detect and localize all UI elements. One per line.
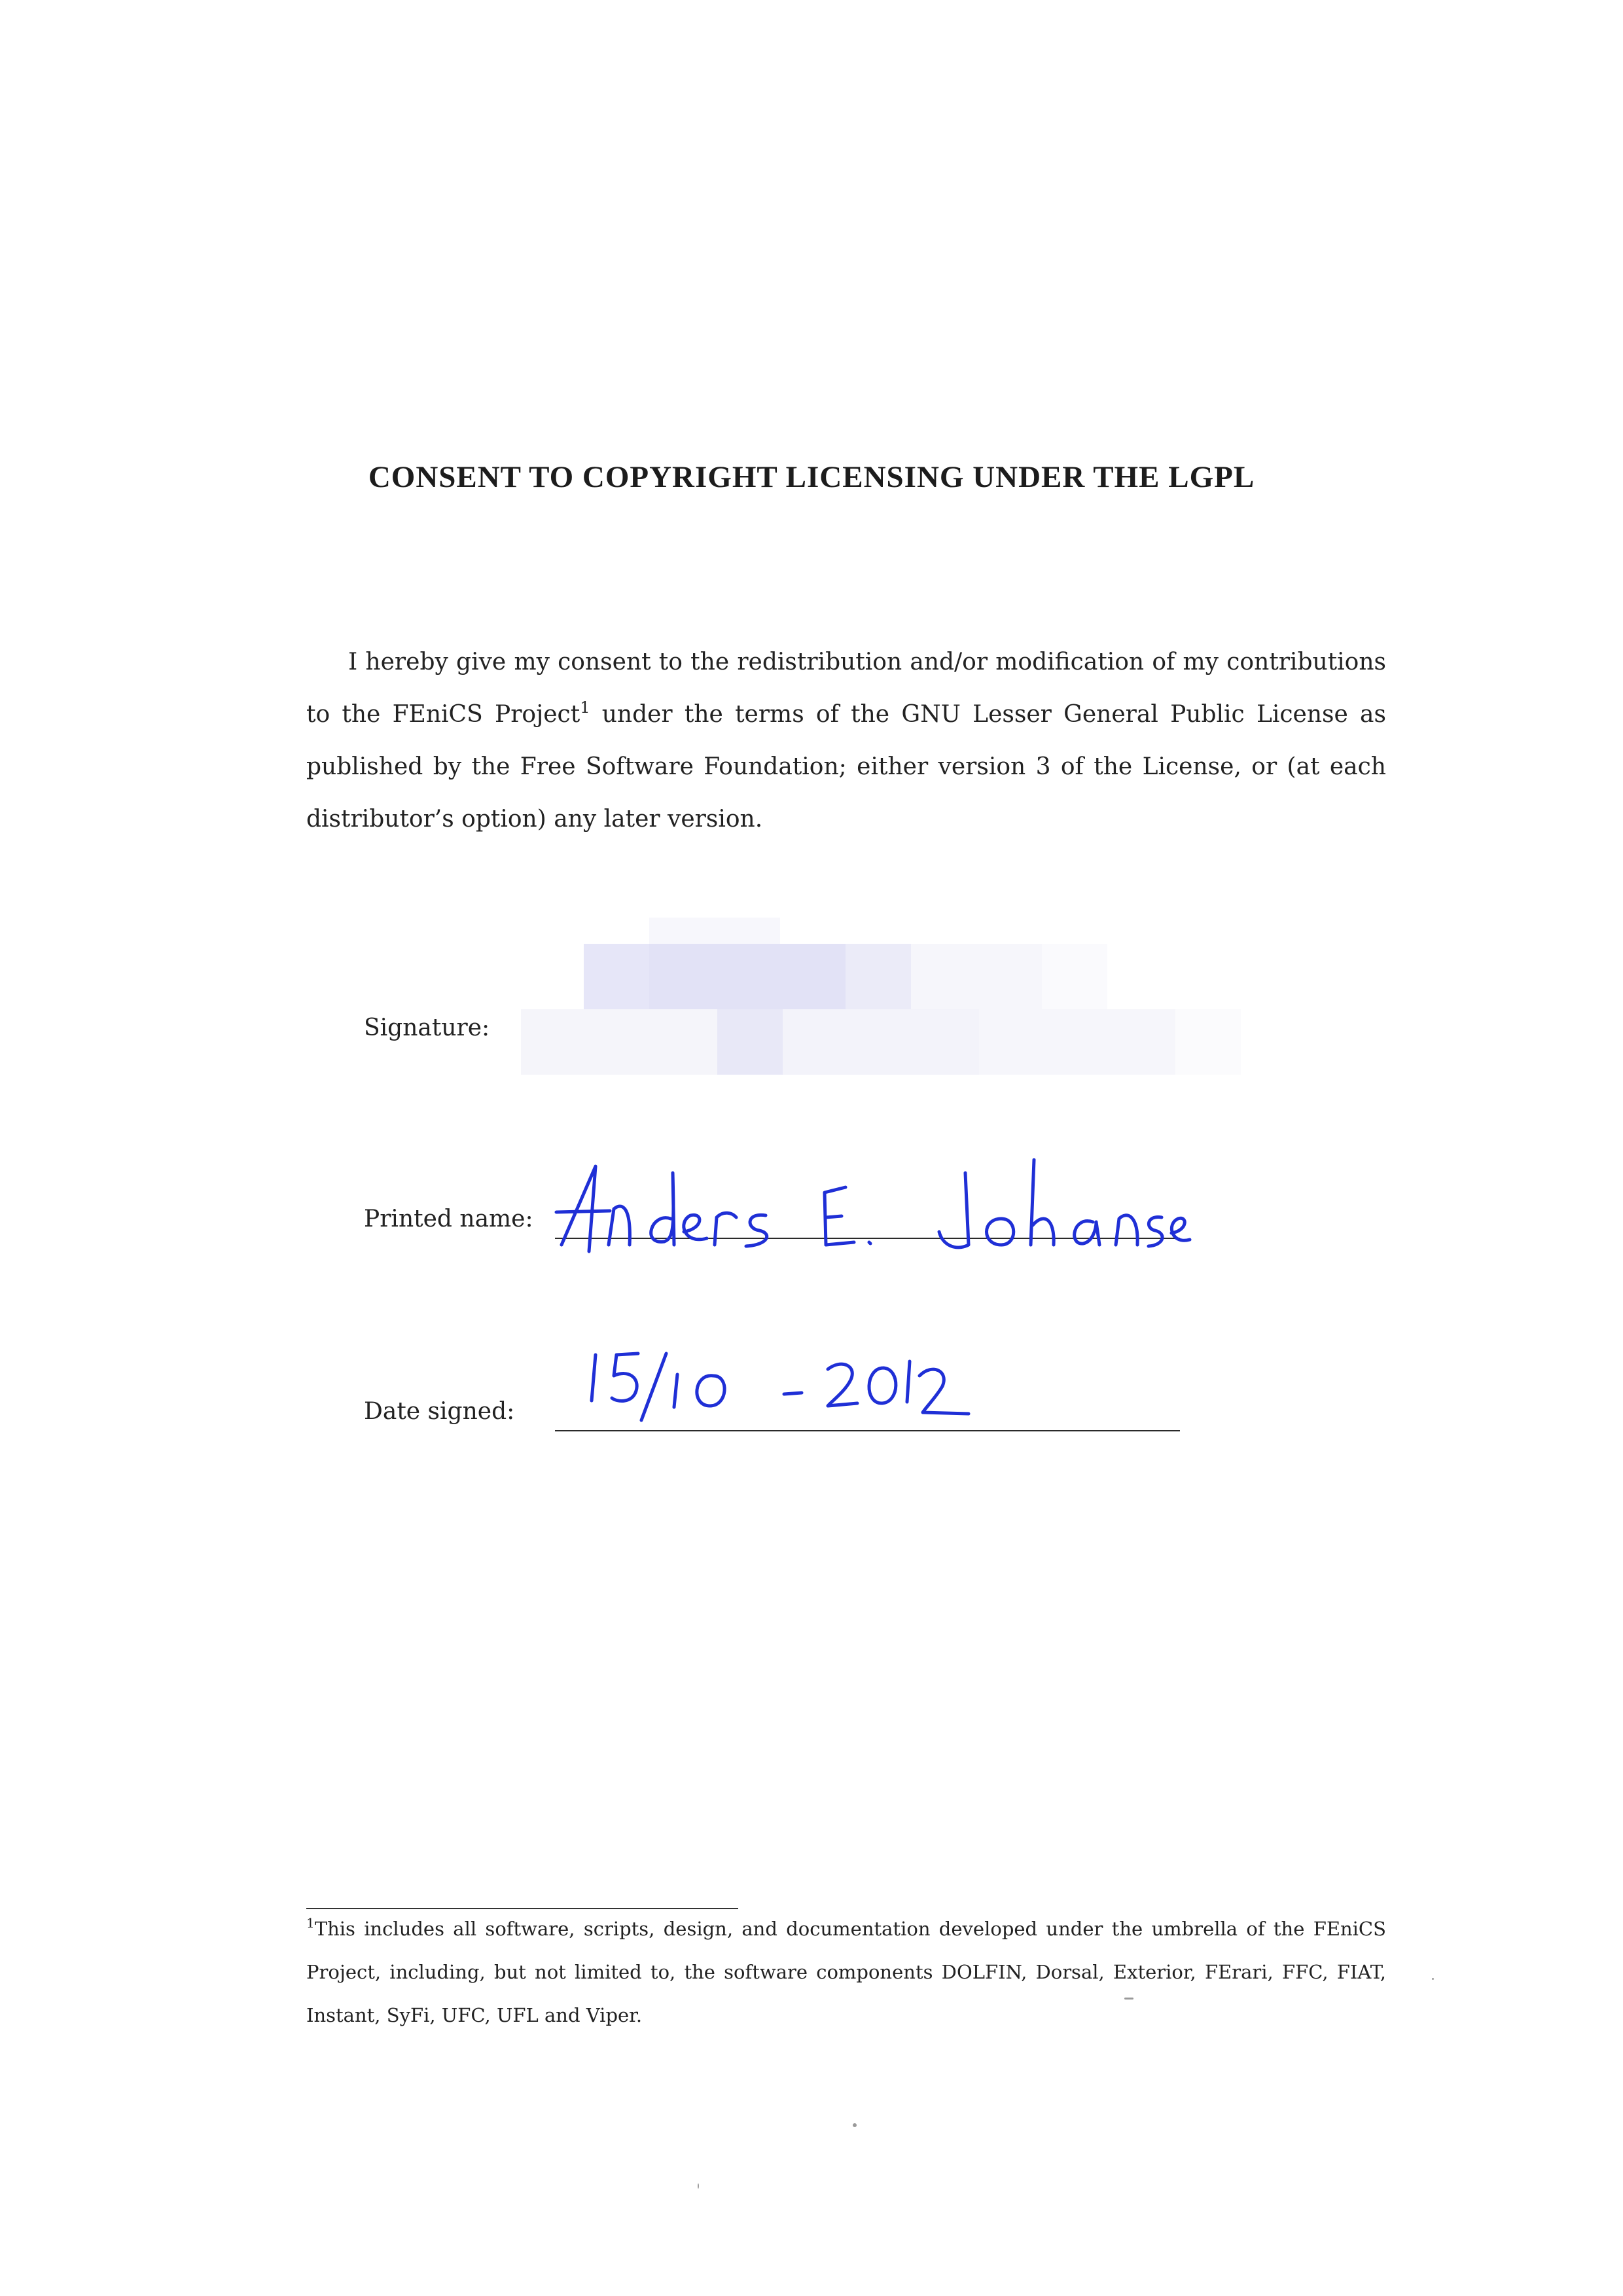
printed-name-label: Printed name: — [364, 1206, 533, 1232]
printed-name-handwriting — [550, 1147, 1191, 1258]
page-title: CONSENT TO COPYRIGHT LICENSING UNDER THE LGPL — [368, 460, 1255, 494]
consent-paragraph — [306, 636, 1386, 846]
consent-text-part2: under the terms of the GNU Lesser General Public License as published by the Free Software Foundation; either version 3 of the License, or (at each distributor’s option) any later version. — [306, 701, 1386, 833]
consent-text-part1: I hereby give my consent to the redistribution and/or modification of my contributions to the FEniCS Project — [306, 649, 1386, 728]
date-signed-label: Date signed: — [364, 1398, 515, 1425]
footnote — [306, 1907, 1386, 2037]
scan-speck — [698, 2183, 699, 2189]
footnote-reference: 1 — [580, 698, 590, 717]
scan-speck — [1432, 1978, 1434, 1980]
footnote-text: This includes all software, scripts, design, and documentation developed under the umbrella of the FEniCS Project, including, but not limited to, the software components DOLFIN, Dorsal, Exterior, FErari, FFC, FIAT, Instant, SyFi, UFC, UFL and Viper. — [306, 1918, 1386, 2026]
date-signed-handwriting — [576, 1335, 969, 1433]
signature-label: Signature: — [364, 1014, 490, 1041]
scan-speck — [853, 2123, 857, 2127]
footnote-mark: 1 — [306, 1915, 315, 1931]
redacted-signature — [521, 944, 1241, 1107]
scan-speck — [1124, 1998, 1133, 2000]
